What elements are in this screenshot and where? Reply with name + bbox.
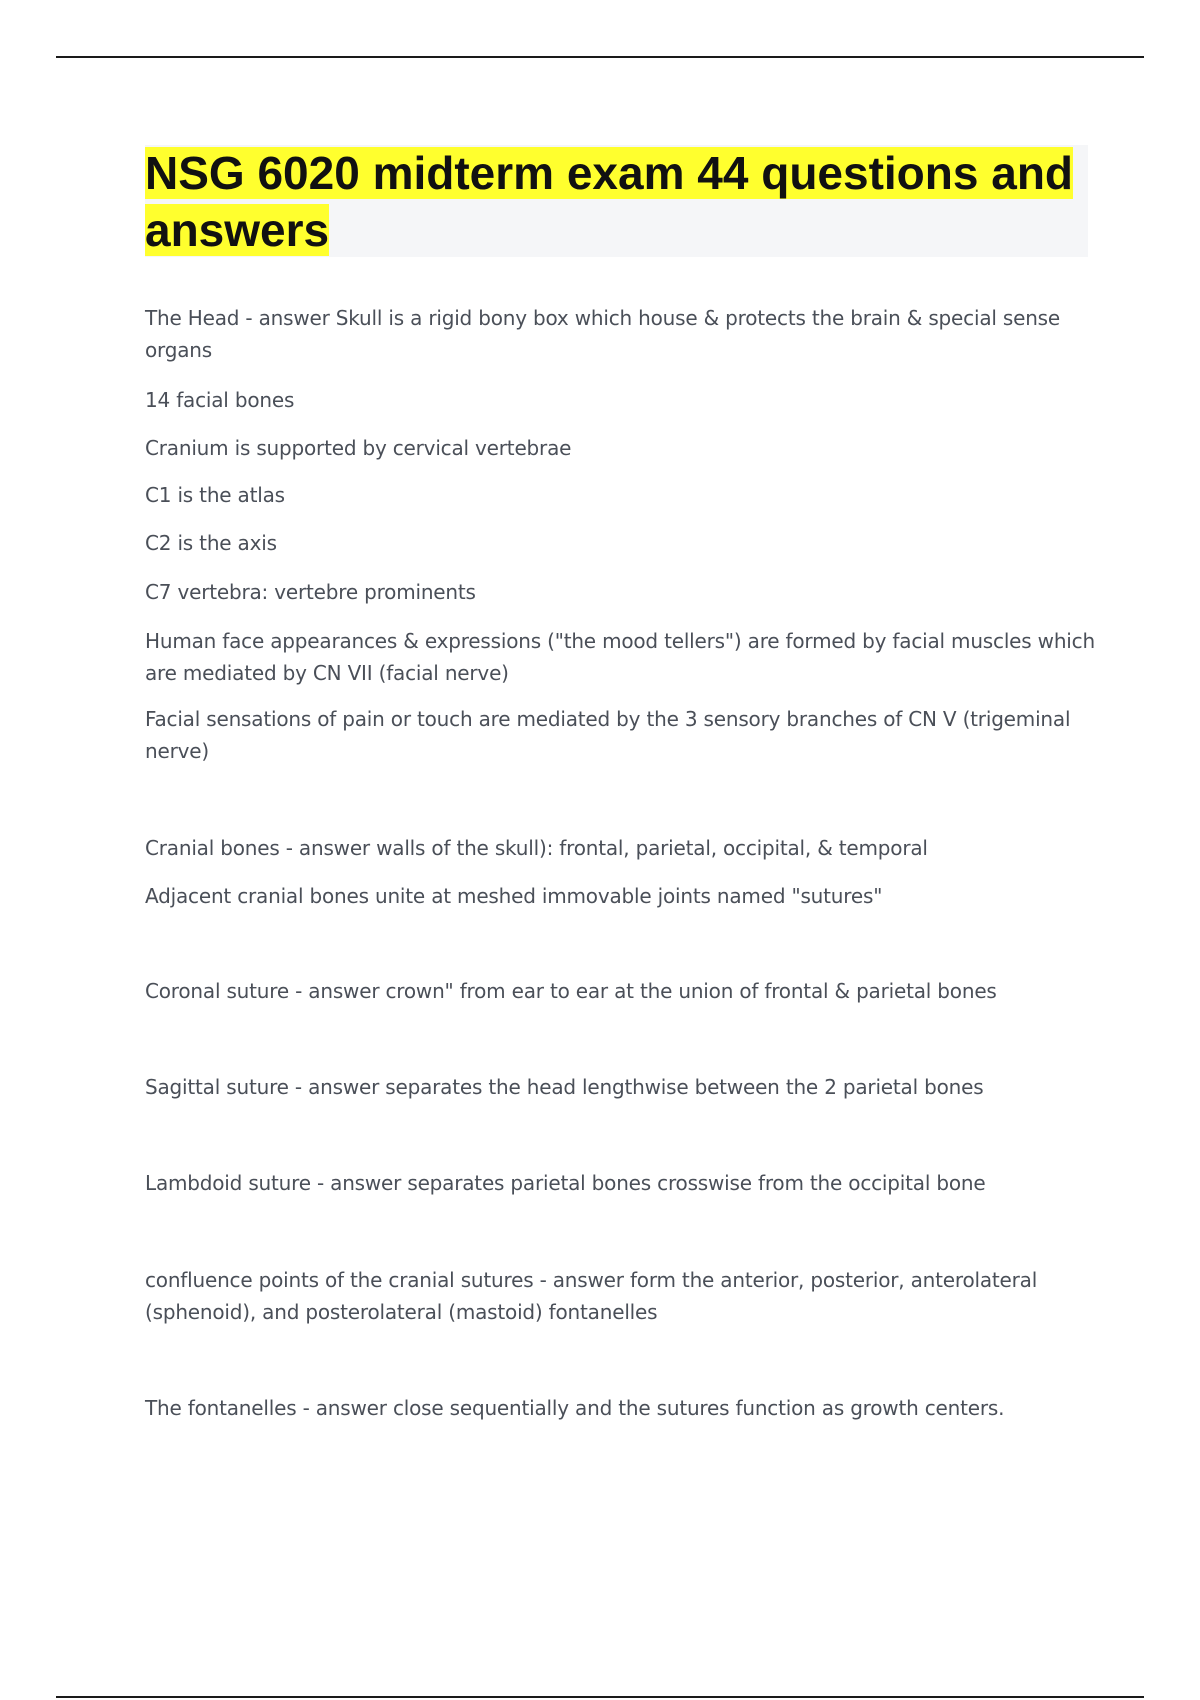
paragraph-sagittal-suture: Sagittal suture - answer separates the head lengthwise between the 2 parietal bones xyxy=(145,1075,984,1099)
paragraph-c2: C2 is the axis xyxy=(145,531,277,555)
paragraph-facial-sensations: Facial sensations of pain or touch are mediated by the 3 sensory branches of CN V (trigeminal nerve) xyxy=(145,707,1071,763)
paragraph-face-expressions: Human face appearances & expressions ("the mood tellers") are formed by facial muscles which are mediated by CN VII (facial nerve) xyxy=(145,629,1095,685)
paragraph-fontanelles: The fontanelles - answer close sequentially and the sutures function as growth centers. xyxy=(145,1396,1005,1420)
paragraph-c7: C7 vertebra: vertebre prominents xyxy=(145,580,476,604)
paragraph-lambdoid-suture: Lambdoid suture - answer separates parietal bones crosswise from the occipital bone xyxy=(145,1171,986,1195)
paragraph-coronal-suture: Coronal suture - answer crown" from ear to ear at the union of frontal & parietal bones xyxy=(145,979,997,1003)
paragraph-cranium: Cranium is supported by cervical vertebrae xyxy=(145,436,572,460)
paragraph-sutures: Adjacent cranial bones unite at meshed immovable joints named "sutures" xyxy=(145,884,883,908)
top-rule xyxy=(56,56,1144,58)
title-highlight: NSG 6020 midterm exam 44 questions and answers xyxy=(145,147,1074,256)
bottom-rule xyxy=(56,1696,1144,1698)
paragraph-confluence-points: confluence points of the cranial sutures - answer form the anterior, posterior, anterolateral (sphenoid), and posterolateral (mastoid) fontanelles xyxy=(145,1268,1038,1324)
paragraph-cranial-bones: Cranial bones - answer walls of the skull): frontal, parietal, occipital, & temporal xyxy=(145,836,928,860)
paragraph-head: The Head - answer Skull is a rigid bony box which house & protects the brain & special sense organs xyxy=(145,306,1061,362)
document-title xyxy=(145,145,1088,259)
paragraph-c1: C1 is the atlas xyxy=(145,483,285,507)
paragraph-facial-bones: 14 facial bones xyxy=(145,388,295,412)
title-block xyxy=(145,145,1088,257)
